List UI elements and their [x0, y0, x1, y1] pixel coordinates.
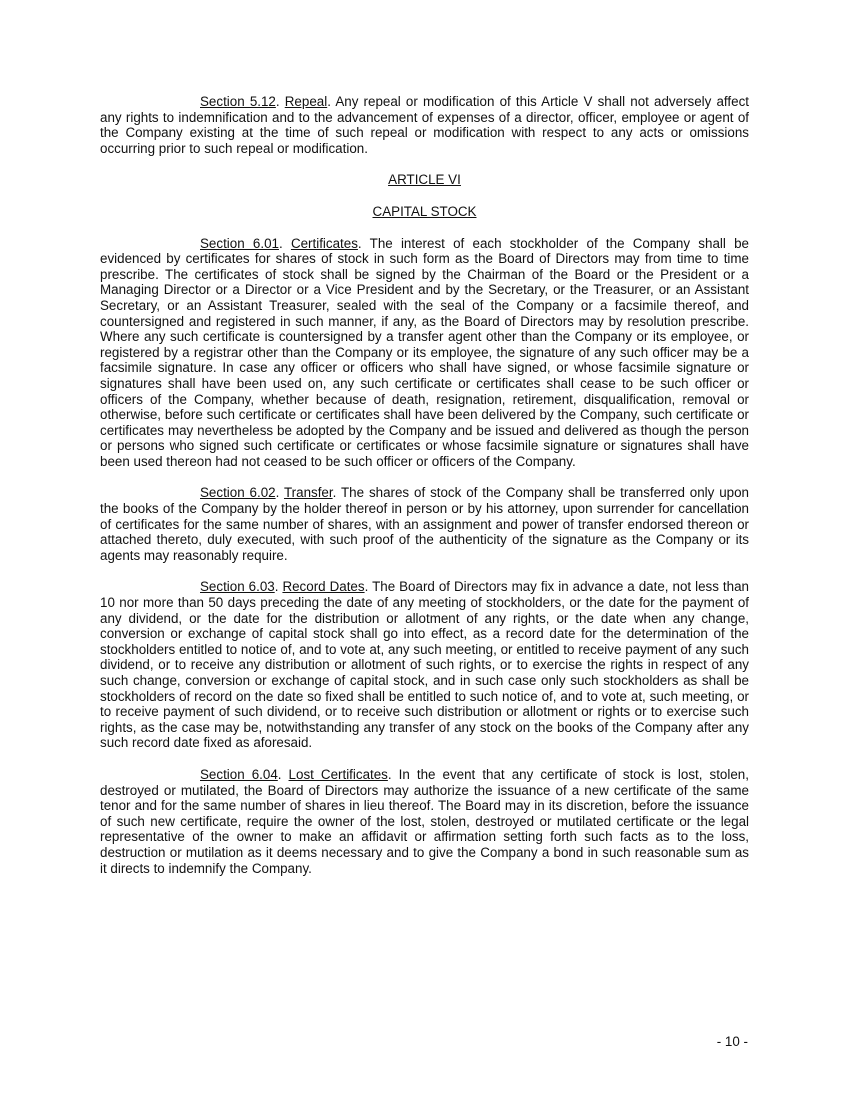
section-title: Record Dates: [282, 579, 365, 595]
article-heading: [100, 172, 749, 188]
section-title: Repeal: [284, 94, 328, 109]
section-body: Any repeal or modification of this Article V shall not adversely affect any rights to indemnification and to the advancement of expenses of a director, officer, employee or agent of the Company existing at the time of such repeal or modification with respect to any acts or omissions occurring prior to such repeal or modification.: [100, 94, 749, 156]
section-body: The Board of Directors may fix in advance a date, not less than 10 nor more than 50 days preceding the date of any meeting of stockholders, or the date for the payment of any dividend, or the date for the distribution or allotment of any rights, or the date when any change, conversion or exchange of capital stock shall go into effect, as a record date for the determination of the stockholders entitled to notice of, and to vote at, any such meeting, or entitled to receive payment of any such dividend, or to receive any distribution or allotment of such rights, or to exercise the rights in respect of any such change, conversion or exchange of capital stock, and in such case only such stockholders as shall be stockholders of record on the date so fixed shall be entitled to such notice of, and to vote at, such meeting, or to receive payment of such dividend, or to receive such distribution or allotment or rights or to exercise such rights, as the case may be, notwithstanding any transfer of any stock on the books of the Company after any such record date fixed as aforesaid.: [100, 579, 749, 751]
section-title: Lost Certificates: [288, 766, 388, 782]
section-number: Section 6.03: [200, 579, 275, 595]
article-subheading-text: CAPITAL STOCK: [372, 203, 477, 219]
section-title: Transfer: [283, 485, 333, 501]
article-heading-text: ARTICLE VI: [388, 172, 461, 188]
section-body: The interest of each stockholder of the Company shall be evidenced by certificates for shares of stock in such form as the Board of Directors may from time to time prescribe. The certificates of stock shall be signed by the Chairman of the Board or the President or a Managing Director or a Director or a Vice President and by the Secretary, or the Treasurer, or an Assistant Secretary, or an Assistant Treasurer, sealed with the seal of the Company or a facsimile thereof, and countersigned and registered in such manner, if any, as the Board of Directors may by resolution prescribe. Where any such certificate is countersigned by a transfer agent other than the Company or its employee, or registered by a registrar other than the Company or its employee, the signature of any such officer may be a facsimile signature. In case any officer or officers who shall have signed, or whose facsimile signature or signatures shall have been used on, any such certificate or certificates shall cease to be such officer or officers of the Company, whether because of death, resignation, retirement, disqualification, removal or otherwise, before such certificate or certificates shall have been delivered by the Company, such certificate or certificates may nevertheless be adopted by the Company and be issued and delivered as though the person or persons who signed such certificate or certificates or whose facsimile signature or signatures shall have been used thereon had not ceased to be such officer or officers of the Company.: [100, 235, 749, 469]
section-number: Section 6.02: [200, 485, 276, 501]
section-number: Section 6.04: [200, 766, 278, 782]
section-6-03-paragraph: Section 6.03. Record Dates. The Board of Directors may fix in advance a date, not less than 10 nor more than 50 days preceding the date of any meeting of stockholders, or the date for the payment of any dividend, or the date for the distribution or allotment of any rights, or the date when any change, conversion or exchange of capital stock shall go into effect, as a record date for the determination of the stockholders entitled to notice of, and to vote at, any such meeting, or entitled to receive payment of any such dividend, or to receive any distribution or allotment of such rights, or to exercise the rights in respect of any such change, conversion or exchange of capital stock, and in such case only such stockholders as shall be stockholders of record on the date so fixed shall be entitled to such notice of, and to vote at, such meeting, or to receive payment of such dividend, or to receive such distribution or allotment or rights or to exercise such rights, as the case may be, notwithstanding any transfer of any stock on the books of the Company after any such record date fixed as aforesaid.: [100, 579, 749, 751]
section-6-01-paragraph: Section 6.01. Certificates. The interest of each stockholder of the Company shall be evidenced by certificates for shares of stock in such form as the Board of Directors may from time to time prescribe. The certificates of stock shall be signed by the Chairman of the Board or the President or a Managing Director or a Director or a Vice President and by the Secretary, or the Treasurer, or an Assistant Secretary, or an Assistant Treasurer, sealed with the seal of the Company or a facsimile thereof, and countersigned and registered in such manner, if any, as the Board of Directors may by resolution prescribe. Where any such certificate is countersigned by a transfer agent other than the Company or its employee, or registered by a registrar other than the Company or its employee, the signature of any such officer may be a facsimile signature. In case any officer or officers who shall have signed, or whose facsimile signature or signatures shall have been used on, any such certificate or certificates shall cease to be such officer or officers of the Company, whether because of death, resignation, retirement, disqualification, removal or otherwise, before such certificate or certificates shall have been delivered by the Company, such certificate or certificates may nevertheless be adopted by the Company and be issued and delivered as though the person or persons who signed such certificate or certificates or whose facsimile signature or signatures shall have been used thereon had not ceased to be such officer or officers of the Company.: [100, 235, 749, 469]
section-body: In the event that any certificate of stock is lost, stolen, destroyed or mutilated, the Board of Directors may authorize the issuance of a new certificate of the same tenor and for the same number of shares in lieu thereof. The Board may in its discretion, before the issuance of such new certificate, require the owner of the lost, stolen, destroyed or mutilated certificate or the legal representative of the owner to make an affidavit or affirmation setting forth such facts as to the loss, destruction or mutilation as it deems necessary and to give the Company a bond in such reasonable sum as it directs to indemnify the Company.: [100, 766, 749, 876]
page-number: - 10 -: [716, 1034, 748, 1049]
section-6-02-paragraph: Section 6.02. Transfer. The shares of stock of the Company shall be transferred only upon the books of the Company by the holder thereof in person or by his attorney, upon surrender for cancellation of certificates for the same number of shares, with an assignment and power of transfer endorsed thereon or attached thereto, duly executed, with such proof of the authenticity of the signature as the Company or its agents may reasonably require.: [100, 485, 750, 563]
section-6-04-paragraph: Section 6.04. Lost Certificates. In the event that any certificate of stock is lost, stolen, destroyed or mutilated, the Board of Directors may authorize the issuance of a new certificate of the same tenor and for the same number of shares in lieu thereof. The Board may in its discretion, before the issuance of such new certificate, require the owner of the lost, stolen, destroyed or mutilated certificate or the legal representative of the owner to make an affidavit or affirmation setting forth such facts as to the loss, destruction or mutilation as it deems necessary and to give the Company a bond in such reasonable sum as it directs to indemnify the Company.: [100, 766, 749, 876]
article-subheading: [100, 204, 749, 220]
section-body: The shares of stock of the Company shall be transferred only upon the books of the Company by the holder thereof in person or by his attorney, upon surrender for cancellation of certificates for the same number of shares, with an assignment and power of transfer endorsed thereon or attached thereto, duly executed, with such proof of the authenticity of the signature as the Company or its agents may reasonably require.: [100, 485, 750, 563]
section-number: Section 5.12: [200, 94, 276, 109]
section-number: Section 6.01: [200, 235, 279, 251]
document-page: [100, 94, 749, 892]
section-5-12-paragraph: Section 5.12. Repeal. Any repeal or modification of this Article V shall not adversely affect any rights to indemnification and to the advancement of expenses of a director, officer, employee or agent of the Company existing at the time of such repeal or modification with respect to any acts or omissions occurring prior to such repeal or modification.: [100, 94, 749, 156]
section-title: Certificates: [290, 235, 358, 251]
